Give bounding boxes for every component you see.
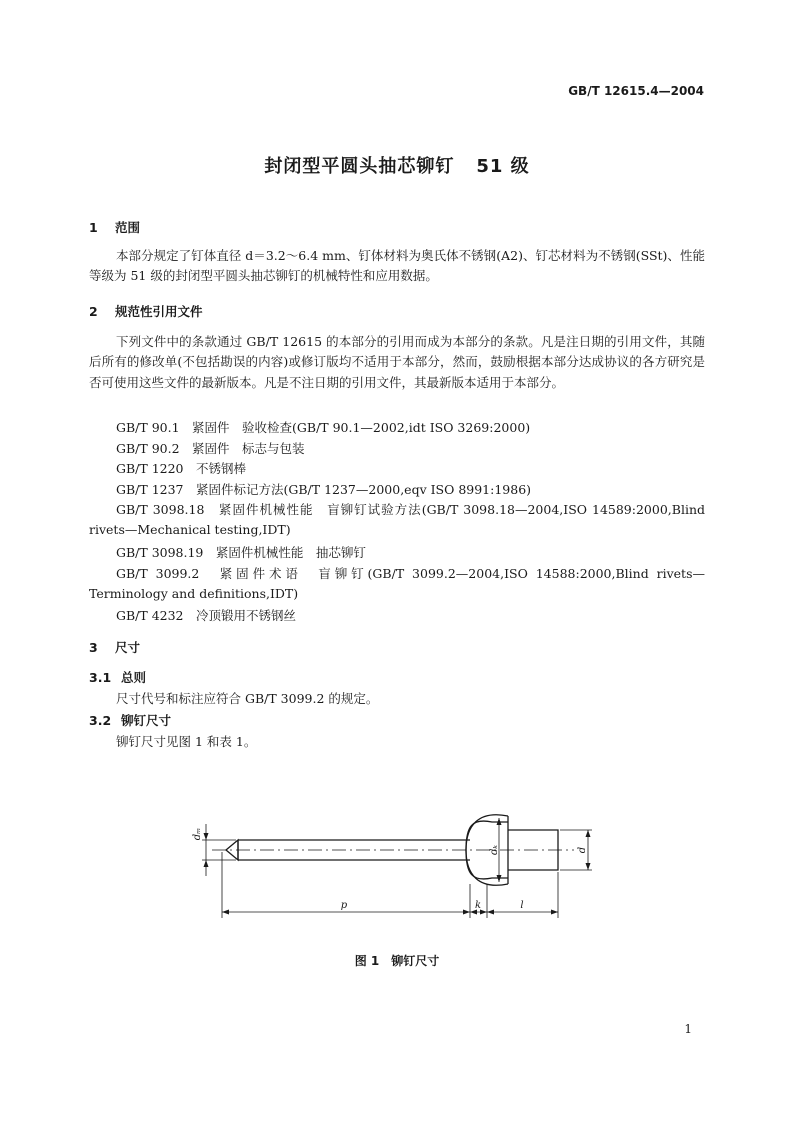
reference-item: GB/T 90.2 紧固件 标志与包装 [116, 441, 305, 456]
section-3-2-heading: 3.2 铆钉尺寸 [89, 713, 172, 728]
label-p: p [340, 900, 348, 911]
label-dk: dₖ [489, 844, 500, 856]
section-1-text: 本部分规定了钉体直径 d＝3.2～6.4 mm、钉体材料为奥氏体不锈钢(A2)、钉芯材料为不锈钢(SSt)、性能等级为 51 级的封闭型平圆头抽芯铆钉的机械特性和应用数据。 [89, 248, 705, 284]
title-grade: 51 级 [476, 156, 530, 177]
section-3-2-text: 铆钉尺寸见图 1 和表 1。 [116, 734, 257, 749]
reference-item: GB/T 3099.2 紧固件术语 盲铆钉(GB/T 3099.2—2004,ISO 14588:2000,Blind rivets—Terminology and definitions,IDT) [89, 566, 705, 602]
reference-item: GB/T 1220 不锈钢棒 [116, 461, 247, 476]
reference-item: GB/T 3098.18 紧固件机械性能 盲铆钉试验方法(GB/T 3098.18—2004,ISO 14589:2000,Blind rivets—Mechanical testing,IDT) [89, 502, 705, 538]
section-2-text: 下列文件中的条款通过 GB/T 12615 的本部分的引用而成为本部分的条款。凡是注日期的引用文件，其随后所有的修改单(不包括勘误的内容)或修订版均不适用于本部分，然而，鼓励根据本部分达成协议的各方研究是否可使用这些文件的最新版本。凡是不注日期的引用文件，其最新版本适用于本部分。 [89, 334, 705, 390]
label-dm: dₘ [192, 827, 203, 841]
label-k: k [474, 900, 482, 911]
reference-item: GB/T 4232 冷顶锻用不锈钢丝 [116, 608, 297, 623]
label-d: d [577, 846, 588, 854]
section-1-heading: 1 范围 [89, 220, 141, 235]
page-number: 1 [684, 1022, 692, 1036]
dimension-arrows [204, 818, 591, 915]
reference-item: GB/T 3098.19 紧固件机械性能 抽芯铆钉 [116, 545, 366, 560]
section-3-1-heading: 3.1 总则 [89, 670, 147, 685]
section-3-1-text: 尺寸代号和标注应符合 GB/T 3099.2 的规定。 [116, 691, 379, 706]
reference-item: GB/T 90.1 紧固件 验收检查(GB/T 90.1—2002,idt ISO 3269:2000) [116, 420, 531, 435]
reference-item: GB/T 1237 紧固件标记方法(GB/T 1237—2000,eqv ISO 8991:1986) [116, 482, 532, 497]
dimension-lines [202, 818, 592, 918]
label-l: l [520, 900, 524, 911]
title-main: 封闭型平圆头抽芯铆钉 [264, 156, 455, 177]
section-2-heading: 2 规范性引用文件 [89, 304, 203, 319]
section-3-heading: 3 尺寸 [89, 640, 141, 655]
standard-number: GB/T 12615.4—2004 [568, 84, 704, 98]
figure-caption: 图 1 铆钉尺寸 [354, 954, 440, 968]
